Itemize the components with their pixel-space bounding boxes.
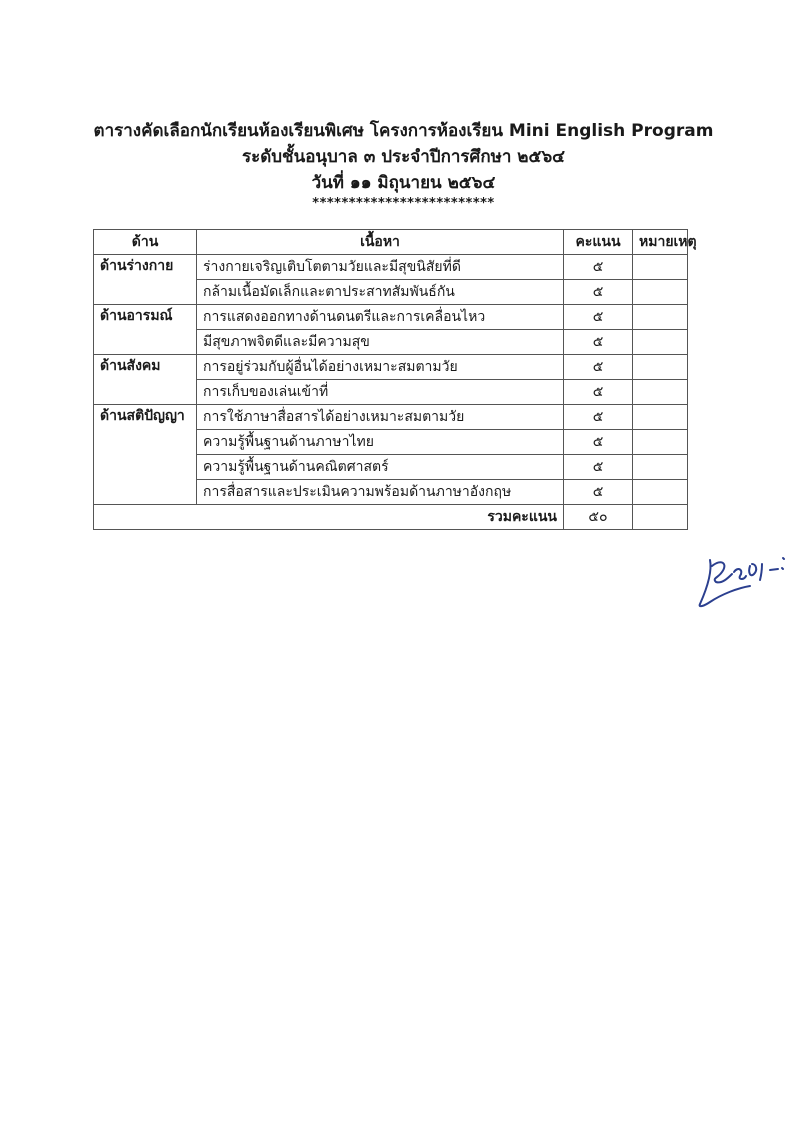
remark-cell	[633, 430, 688, 455]
total-label: รวมคะแนน	[94, 505, 564, 530]
category-cell: ด้านอารมณ์	[94, 305, 197, 355]
remark-cell	[633, 380, 688, 405]
remark-cell	[633, 330, 688, 355]
content-cell: กล้ามเนื้อมัดเล็กและตาประสาทสัมพันธ์กัน	[197, 280, 564, 305]
remark-cell	[633, 480, 688, 505]
content-cell: ความรู้พื้นฐานด้านภาษาไทย	[197, 430, 564, 455]
score-cell: ๕	[564, 330, 633, 355]
score-cell: ๕	[564, 255, 633, 280]
content-cell: การอยู่ร่วมกับผู้อื่นได้อย่างเหมาะสมตามวัย	[197, 355, 564, 380]
handwritten-signature-icon	[688, 548, 798, 618]
remark-cell	[633, 355, 688, 380]
score-cell: ๕	[564, 405, 633, 430]
content-cell: การเก็บของเล่นเข้าที่	[197, 380, 564, 405]
score-cell: ๕	[564, 430, 633, 455]
category-cell: ด้านสติปัญญา	[94, 405, 197, 505]
table-row	[94, 355, 688, 380]
header-content: เนื้อหา	[197, 230, 564, 255]
document-subtitle: ระดับชั้นอนุบาล ๓ ประจำปีการศึกษา ๒๕๖๔	[241, 147, 566, 167]
content-cell: การแสดงออกทางด้านดนตรีและการเคลื่อนไหว	[197, 305, 564, 330]
total-remark	[633, 505, 688, 530]
content-cell: การใช้ภาษาสื่อสารได้อย่างเหมาะสมตามวัย	[197, 405, 564, 430]
content-cell: การสื่อสารและประเมินความพร้อมด้านภาษาอังกฤษ	[197, 480, 564, 505]
document-header	[0, 118, 807, 211]
score-cell: ๕	[564, 480, 633, 505]
table-row	[94, 255, 688, 280]
score-cell: ๕	[564, 305, 633, 330]
total-score: ๕๐	[564, 505, 633, 530]
score-cell: ๕	[564, 355, 633, 380]
score-cell: ๕	[564, 280, 633, 305]
content-cell: ความรู้พื้นฐานด้านคณิตศาสตร์	[197, 455, 564, 480]
score-cell: ๕	[564, 455, 633, 480]
score-table	[93, 229, 697, 530]
category-cell: ด้านสังคม	[94, 355, 197, 405]
remark-cell	[633, 305, 688, 330]
table-row	[94, 305, 688, 330]
star-divider: *************************	[312, 196, 495, 211]
remark-cell	[633, 280, 688, 305]
remark-cell	[633, 455, 688, 480]
table-header-row	[94, 230, 688, 255]
remark-cell	[633, 255, 688, 280]
remark-cell	[633, 405, 688, 430]
document-date: วันที่ ๑๑ มิถุนายน ๒๕๖๔	[311, 173, 496, 193]
document-title: ตารางคัดเลือกนักเรียนห้องเรียนพิเศษ โครงการห้องเรียน Mini English Program	[93, 121, 714, 141]
category-cell: ด้านร่างกาย	[94, 255, 197, 305]
score-cell: ๕	[564, 380, 633, 405]
header-score: คะแนน	[564, 230, 633, 255]
content-cell: มีสุขภาพจิตดีและมีความสุข	[197, 330, 564, 355]
table-row	[94, 405, 688, 430]
total-row	[94, 505, 688, 530]
content-cell: ร่างกายเจริญเติบโตตามวัยและมีสุขนิสัยที่ดี	[197, 255, 564, 280]
header-remark: หมายเหตุ	[633, 230, 688, 255]
header-category: ด้าน	[94, 230, 197, 255]
